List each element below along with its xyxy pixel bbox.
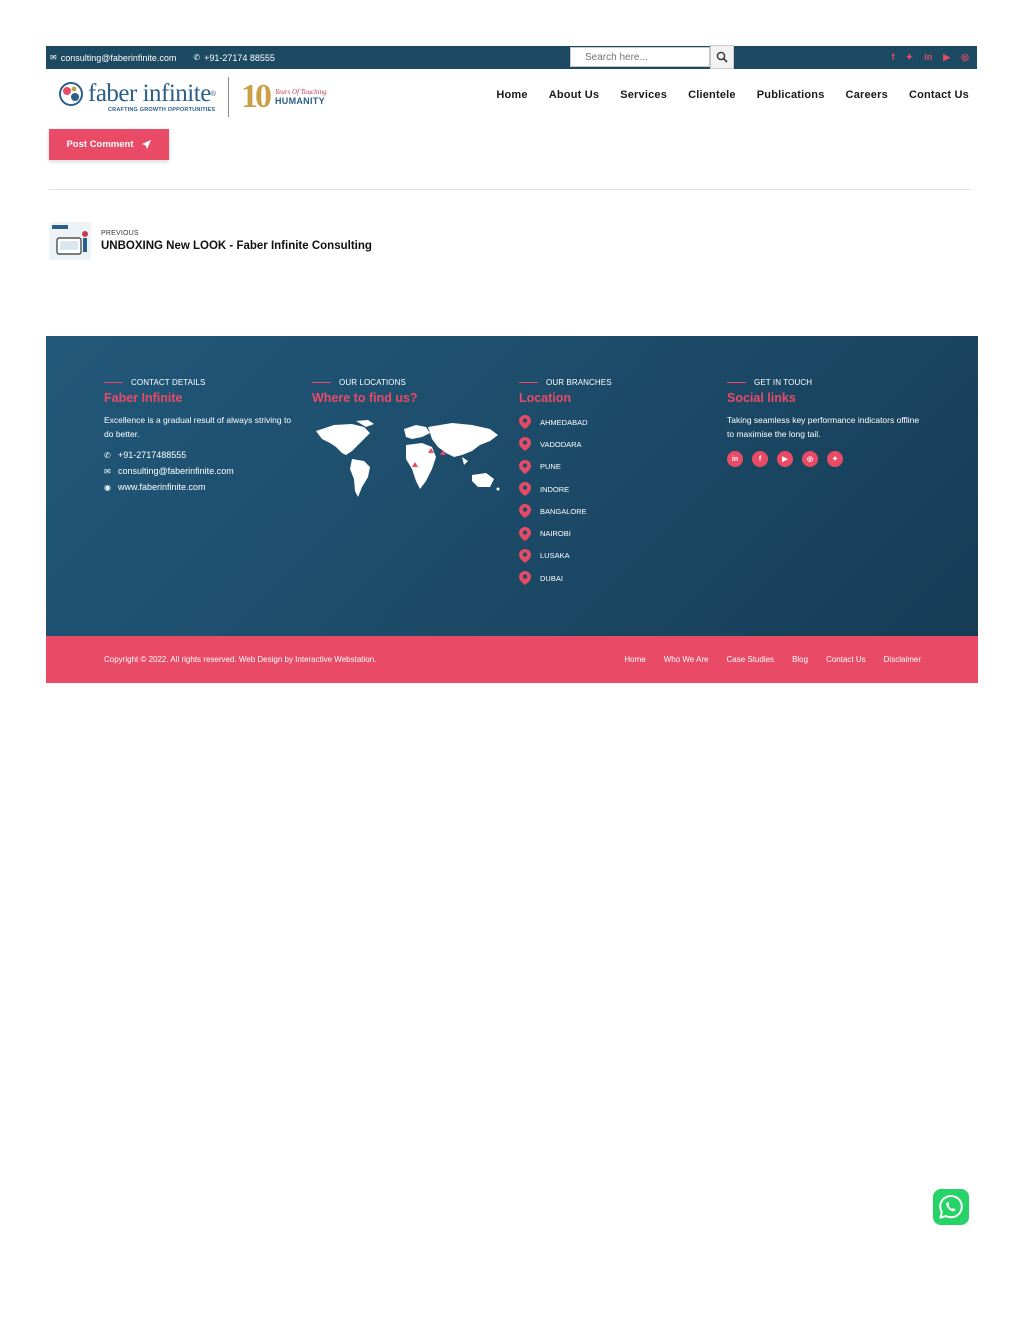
envelope-icon: ✉ [104, 466, 111, 476]
branch-item: NAIROBI [519, 522, 719, 544]
branch-item: LUSAKA [519, 545, 719, 567]
search-input[interactable] [570, 47, 710, 67]
footer-branches: OUR BRANCHES Location AHMEDABAD VADODARA PUNE INDORE BANGALORE NAIROBI LUSAKA DUBAI [519, 378, 719, 589]
youtube-icon[interactable]: ▶ [777, 451, 793, 467]
site-logo[interactable]: faber infinite ® CRAFTING GROWTH OPPORTUNITIES 10 Years Of Touching HUMANITY [58, 77, 327, 117]
nav-careers[interactable]: Careers [845, 89, 888, 101]
map-pin-icon [519, 415, 531, 429]
map-pin-icon [519, 571, 531, 585]
phone-icon: ✆ [193, 53, 201, 62]
map-pin-icon [519, 482, 531, 496]
linkedin-icon[interactable]: in [924, 52, 933, 62]
phone-icon: ✆ [104, 450, 111, 460]
instagram-icon[interactable]: ◎ [961, 52, 969, 62]
facebook-icon[interactable]: f [752, 451, 768, 467]
branch-item: VADODARA [519, 433, 719, 455]
previous-post-thumbnail [49, 222, 91, 260]
branch-item: INDORE [519, 478, 719, 500]
nav-home[interactable]: Home [496, 89, 528, 101]
linkedin-icon[interactable]: in [727, 451, 743, 467]
footer-links [624, 655, 921, 664]
nav-about-us[interactable]: About Us [548, 89, 600, 101]
footer-email[interactable]: ✉ consulting@faberinfinite.com [104, 466, 234, 476]
top-bar [46, 46, 977, 69]
post-comment-button[interactable]: Post Comment [49, 129, 169, 160]
divider [49, 189, 971, 190]
youtube-icon[interactable]: ▶ [943, 52, 951, 62]
globe-icon: ◉ [104, 482, 111, 492]
header [46, 69, 977, 127]
map-pin-icon [519, 504, 531, 518]
top-email[interactable]: ✉ consulting@faberinfinite.com [50, 52, 177, 63]
footer-link-who-we-are[interactable]: Who We Are [663, 655, 709, 664]
main-nav [496, 89, 969, 101]
instagram-icon[interactable]: ◎ [802, 451, 818, 467]
map-pin-icon [519, 527, 531, 541]
nav-contact-us[interactable]: Contact Us [908, 89, 969, 101]
twitter-icon[interactable]: ✦ [827, 451, 843, 467]
copyright-text: Copyright © 2022. All rights reserved. Web Design by Interactive Webstation. [104, 655, 377, 664]
envelope-icon: ✉ [50, 53, 57, 62]
footer-link-disclaimer[interactable]: Disclaimer [883, 655, 921, 664]
top-contact [50, 53, 275, 63]
footer-social: GET IN TOUCH Social links Taking seamless key performance indicators offline to maximise the long tail. in f ▶ ◎ ✦ [727, 378, 927, 467]
branch-item: AHMEDABAD [519, 411, 719, 433]
previous-post-link[interactable]: PREVIOUS UNBOXING New LOOK - Faber Infinite Consulting [49, 222, 372, 260]
footer-link-case-studies[interactable]: Case Studies [726, 655, 775, 664]
footer-link-contact-us[interactable]: Contact Us [826, 655, 866, 664]
branch-item: DUBAI [519, 567, 719, 589]
footer-contact-details: CONTACT DETAILS Faber Infinite Excellence is a gradual result of always striving to do better. ✆ +91-2717488555 ✉ consulting@faberinfinite.com ◉ www.faberinfinite.com [104, 378, 294, 495]
facebook-icon[interactable]: f [891, 52, 895, 62]
search-form [570, 47, 734, 69]
whatsapp-chat-button[interactable] [933, 1189, 969, 1225]
map-pin-icon [519, 437, 531, 451]
footer-website[interactable]: ◉ www.faberinfinite.com [104, 482, 206, 492]
nav-publications[interactable]: Publications [756, 89, 825, 101]
footer [46, 336, 978, 636]
map-pin-icon [519, 460, 531, 474]
copyright-bar [46, 636, 978, 683]
faber-logo-icon [58, 81, 84, 107]
footer-locations: OUR LOCATIONS Where to find us? [312, 378, 512, 506]
footer-link-home[interactable]: Home [624, 655, 646, 664]
branch-item: BANGALORE [519, 500, 719, 522]
ten-years-badge: 10 Years Of Touching HUMANITY [240, 78, 327, 115]
search-button[interactable] [710, 45, 734, 69]
footer-social-links [727, 451, 927, 467]
top-social-links [892, 51, 969, 63]
twitter-icon[interactable]: ✦ [905, 52, 914, 62]
footer-phone[interactable]: ✆ +91-2717488555 [104, 450, 187, 460]
paper-plane-icon [141, 139, 152, 150]
world-map-image [312, 419, 502, 501]
whatsapp-icon [938, 1194, 964, 1220]
map-pin-icon [519, 549, 531, 563]
branch-item: PUNE [519, 456, 719, 478]
footer-link-blog[interactable]: Blog [792, 655, 809, 664]
nav-services[interactable]: Services [620, 89, 668, 101]
top-phone[interactable]: ✆ +91-27174 88555 [193, 52, 275, 63]
search-icon [716, 51, 728, 63]
nav-clientele[interactable]: Clientele [688, 89, 736, 101]
